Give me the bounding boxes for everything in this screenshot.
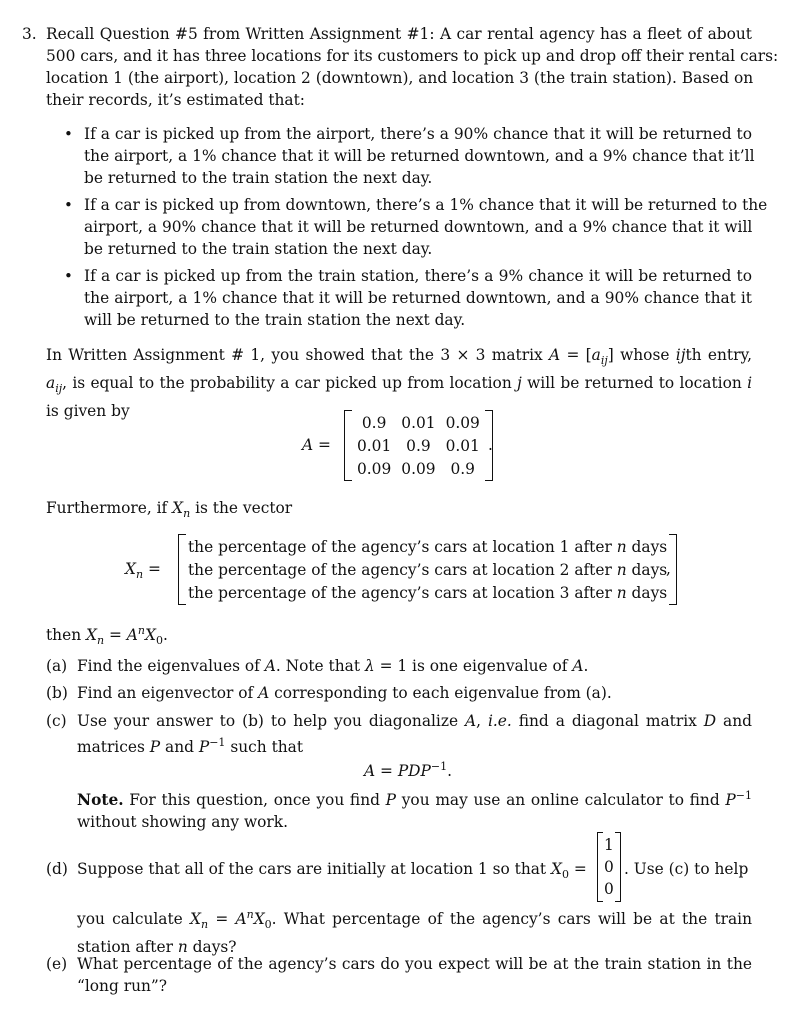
math-symbol: A xyxy=(302,436,314,454)
text-fragment: and xyxy=(716,712,752,730)
math-subscript: n xyxy=(135,568,144,582)
part-d-text xyxy=(77,904,752,958)
then-line xyxy=(46,620,168,652)
math-subscript: 0 xyxy=(264,918,272,932)
text-fragment: ] whose xyxy=(607,346,676,364)
vector-cell: 0 xyxy=(604,858,614,876)
text-fragment: = xyxy=(104,626,127,645)
matrix-cell: 0.09 xyxy=(357,459,392,478)
matrix-cell: 0.9 xyxy=(406,436,431,455)
note-heading: Note. xyxy=(77,791,124,810)
math-symbol: n xyxy=(177,938,188,957)
bullet-line: If a car is picked up from downtown, there’s a 1% chance that it will be returned to the xyxy=(84,196,768,214)
text-fragment: days xyxy=(626,583,668,602)
math-symbol: A xyxy=(126,626,138,645)
equals-sign: = xyxy=(143,560,161,578)
part-c-line-2 xyxy=(77,732,752,758)
math-symbol: P xyxy=(198,738,210,757)
right-bracket xyxy=(615,832,621,902)
text-fragment: corresponding to each eigenvalue from (a). xyxy=(269,684,612,702)
text-fragment: . What percentage of the agency’s cars will be at the train xyxy=(271,910,752,929)
text-fragment: = 1 is one eigenvalue of xyxy=(374,657,573,675)
text-fragment: For this question, once you find xyxy=(123,791,386,810)
text-fragment: the percentage of the agency’s cars at location xyxy=(188,583,560,602)
bullet-icon: • xyxy=(64,196,73,214)
math-subscript: 0 xyxy=(155,634,163,648)
bullet-line: be returned to the train station the next day. xyxy=(84,169,433,187)
part-b-text xyxy=(77,682,752,704)
math-subscript: n xyxy=(200,918,209,932)
text-fragment: Suppose that all of the cars are initially at location 1 so that xyxy=(77,860,551,878)
bullet-line: the airport, a 1% chance that it will be returned downtown, and a 90% chance that it xyxy=(84,289,752,307)
math-symbol: A xyxy=(465,712,477,730)
text-fragment: find a diagonal matrix xyxy=(511,712,704,730)
part-d-line-1 xyxy=(77,858,587,886)
math-symbol: X xyxy=(144,626,156,645)
part-b-label: (b) xyxy=(46,684,68,702)
text-fragment: = [ xyxy=(560,346,592,364)
math-symbol: X xyxy=(125,560,136,578)
vector-row xyxy=(603,856,615,878)
text-fragment: . Note that xyxy=(275,657,365,675)
math-subscript: n xyxy=(96,634,105,648)
note-line-2: without showing any work. xyxy=(77,813,288,832)
math-symbol: A xyxy=(364,762,376,781)
math-symbol: A xyxy=(264,657,276,675)
part-e-label: (e) xyxy=(46,955,68,973)
part-c-text xyxy=(77,710,752,758)
vector-row xyxy=(186,558,669,581)
math-symbol: n xyxy=(616,560,627,579)
matrix-cell: 0.09 xyxy=(445,413,480,432)
bullet-line: airport, a 90% chance that it will be returned downtown, and a 9% chance that it will xyxy=(84,218,753,236)
text-fragment: . xyxy=(447,762,452,781)
matrix-cell: 0.9 xyxy=(361,413,387,432)
math-symbol: λ xyxy=(364,657,375,675)
left-bracket xyxy=(178,534,186,605)
math-subscript: ij xyxy=(55,382,63,396)
matrix-a-period: . xyxy=(488,436,493,454)
math-symbol: P xyxy=(149,738,161,757)
text-fragment: , xyxy=(476,712,488,730)
math-symbol: X xyxy=(253,910,265,929)
bullet-icon: • xyxy=(64,267,73,285)
text-fragment: th entry, xyxy=(685,346,752,364)
text-fragment: the percentage of the agency’s cars at location xyxy=(188,537,560,556)
math-symbol: n xyxy=(616,537,627,556)
intro-paragraph xyxy=(46,23,779,111)
bullet-airport xyxy=(84,123,755,189)
intro-line: their records, it’s estimated that: xyxy=(46,91,305,109)
bullet-line: be returned to the train station the next day. xyxy=(84,240,433,258)
text-fragment: . xyxy=(162,626,168,645)
math-symbol: X xyxy=(172,499,184,517)
left-bracket xyxy=(344,410,352,481)
part-a-label: (a) xyxy=(46,657,68,675)
text-fragment: = xyxy=(208,910,236,929)
vector-cell xyxy=(186,535,669,558)
text-fragment: then xyxy=(46,626,87,645)
note-paragraph xyxy=(77,785,752,833)
location-number: 2 xyxy=(559,560,570,579)
text-fragment: Furthermore, if xyxy=(46,499,173,517)
text-fragment: such that xyxy=(225,738,304,757)
vector-x-comma: , xyxy=(666,560,671,578)
bullet-line: will be returned to the train station the next day. xyxy=(84,311,466,329)
text-fragment: after xyxy=(569,583,617,602)
bullet-line: the airport, a 1% chance that it will be returned downtown, and a 9% chance that it’ll xyxy=(84,147,755,165)
location-number: 1 xyxy=(559,537,570,556)
math-symbol: A xyxy=(235,910,247,929)
left-bracket xyxy=(597,832,603,902)
vector-cell: 1 xyxy=(604,836,614,854)
math-superscript: −1 xyxy=(735,789,752,802)
note-line-1 xyxy=(77,785,752,811)
part-a-text xyxy=(77,655,752,677)
text-fragment: and xyxy=(160,738,199,757)
text-fragment: i.e. xyxy=(487,712,512,730)
part-d-line-1-end: . Use (c) to help xyxy=(624,860,749,878)
bullet-icon: • xyxy=(64,125,73,143)
math-subscript: ij xyxy=(600,354,608,368)
vector-cell: 0 xyxy=(604,880,614,898)
vector-row xyxy=(186,535,669,558)
text-fragment: days xyxy=(626,537,668,556)
text-fragment: station after xyxy=(77,938,178,957)
vector-x-table xyxy=(186,535,669,604)
text-fragment: Use your answer to (b) to help you diagonalize xyxy=(77,712,466,730)
text-fragment: you calculate xyxy=(77,910,191,929)
math-superscript: −1 xyxy=(430,760,448,773)
math-symbol: P xyxy=(725,791,736,810)
bullet-downtown xyxy=(84,194,768,260)
text-fragment: , is equal to the probability a car picked up from location xyxy=(62,374,518,393)
intro-line: Recall Question #5 from Written Assignment #1: A car rental agency has a fleet of about xyxy=(46,25,752,43)
math-subscript: n xyxy=(183,507,191,521)
math-symbol: PDP xyxy=(397,762,431,781)
vector-cell xyxy=(186,558,669,581)
text-fragment: days xyxy=(626,560,668,579)
initial-vector-table xyxy=(603,834,615,900)
matrix-cell: 0.01 xyxy=(401,413,436,432)
math-symbol: ij xyxy=(675,346,686,364)
math-symbol: P xyxy=(385,791,397,810)
text-fragment: In Written Assignment # 1, you showed that the 3 × 3 matrix xyxy=(46,346,549,364)
part-c-line-1 xyxy=(77,710,752,732)
text-fragment: days? xyxy=(187,938,237,957)
furthermore-line xyxy=(46,497,292,525)
matrix-a xyxy=(344,410,493,481)
math-superscript: −1 xyxy=(209,736,226,749)
math-superscript: n xyxy=(246,908,254,921)
math-symbol: X xyxy=(190,910,201,929)
text-fragment: is the vector xyxy=(190,499,293,517)
math-symbol: A xyxy=(549,346,561,364)
question-number: 3. xyxy=(22,25,37,43)
part-d-line-2 xyxy=(77,904,752,936)
vector-row xyxy=(603,878,615,900)
vector-row xyxy=(186,581,669,604)
math-symbol: X xyxy=(551,860,562,878)
text-fragment: after xyxy=(569,560,617,579)
bullet-line: If a car is picked up from the train station, there’s a 9% chance it will be returned to xyxy=(84,267,752,285)
math-symbol: a xyxy=(591,346,601,364)
text-fragment: = xyxy=(375,762,398,781)
math-symbol: A xyxy=(572,657,584,675)
matrix-cell: 0.9 xyxy=(450,459,475,478)
math-subscript: 0 xyxy=(561,868,569,882)
vector-x-label xyxy=(125,558,161,586)
text-fragment: . xyxy=(583,657,589,675)
text-fragment: you may use an online calculator to find xyxy=(396,791,726,810)
vector-x xyxy=(178,534,677,605)
initial-vector xyxy=(597,832,621,902)
vector-cell xyxy=(186,581,669,604)
matrix-cell: 0.09 xyxy=(401,459,436,478)
matrix-row xyxy=(352,434,485,457)
intro-line: 500 cars, and it has three locations for its customers to pick up and drop off their rental cars: xyxy=(46,47,779,65)
assignment-line-2 xyxy=(46,372,752,400)
bullet-line: If a car is picked up from the airport, there’s a 90% chance that it will be returned to xyxy=(84,125,752,143)
intro-line: location 1 (the airport), location 2 (downtown), and location 3 (the train station). Based on xyxy=(46,69,754,87)
math-superscript: n xyxy=(137,624,145,637)
math-symbol: X xyxy=(86,626,97,645)
text-fragment: will be returned to location xyxy=(521,374,748,393)
part-c-label: (c) xyxy=(46,712,67,730)
matrix-row xyxy=(352,457,485,480)
bullet-train-station xyxy=(84,265,752,331)
vector-row xyxy=(603,834,615,856)
part-e-line-2: “long run”? xyxy=(77,977,168,995)
part-e-line-1: What percentage of the agency’s cars do you expect will be at the train station in the xyxy=(77,955,752,973)
text-fragment: the percentage of the agency’s cars at location xyxy=(188,560,560,579)
matrix-cell: 0.01 xyxy=(445,436,480,455)
part-d-label: (d) xyxy=(46,860,68,878)
assignment-line-1 xyxy=(46,344,752,372)
part-b-line xyxy=(77,682,752,704)
math-symbol: A xyxy=(258,684,270,702)
location-number: 3 xyxy=(559,583,570,602)
matrix-cell: 0.01 xyxy=(357,436,392,455)
equals-sign: = xyxy=(568,860,587,878)
matrix-row xyxy=(352,411,485,434)
text-fragment: Find the eigenvalues of xyxy=(77,657,265,675)
math-symbol: j xyxy=(517,374,522,393)
math-symbol: i xyxy=(747,374,752,393)
part-a-line xyxy=(77,655,752,677)
math-symbol: D xyxy=(703,712,717,730)
math-symbol: n xyxy=(616,583,627,602)
matrix-a-table xyxy=(352,411,485,480)
text-fragment: matrices xyxy=(77,738,150,757)
text-fragment: Find an eigenvector of xyxy=(77,684,259,702)
text-fragment: after xyxy=(569,537,617,556)
part-e-text xyxy=(77,953,752,997)
equals-sign: = xyxy=(313,436,331,454)
math-symbol: a xyxy=(46,374,56,393)
diagonalization-equation xyxy=(364,756,452,782)
assignment-line-3: is given by xyxy=(46,402,130,421)
matrix-a-label xyxy=(302,434,331,456)
